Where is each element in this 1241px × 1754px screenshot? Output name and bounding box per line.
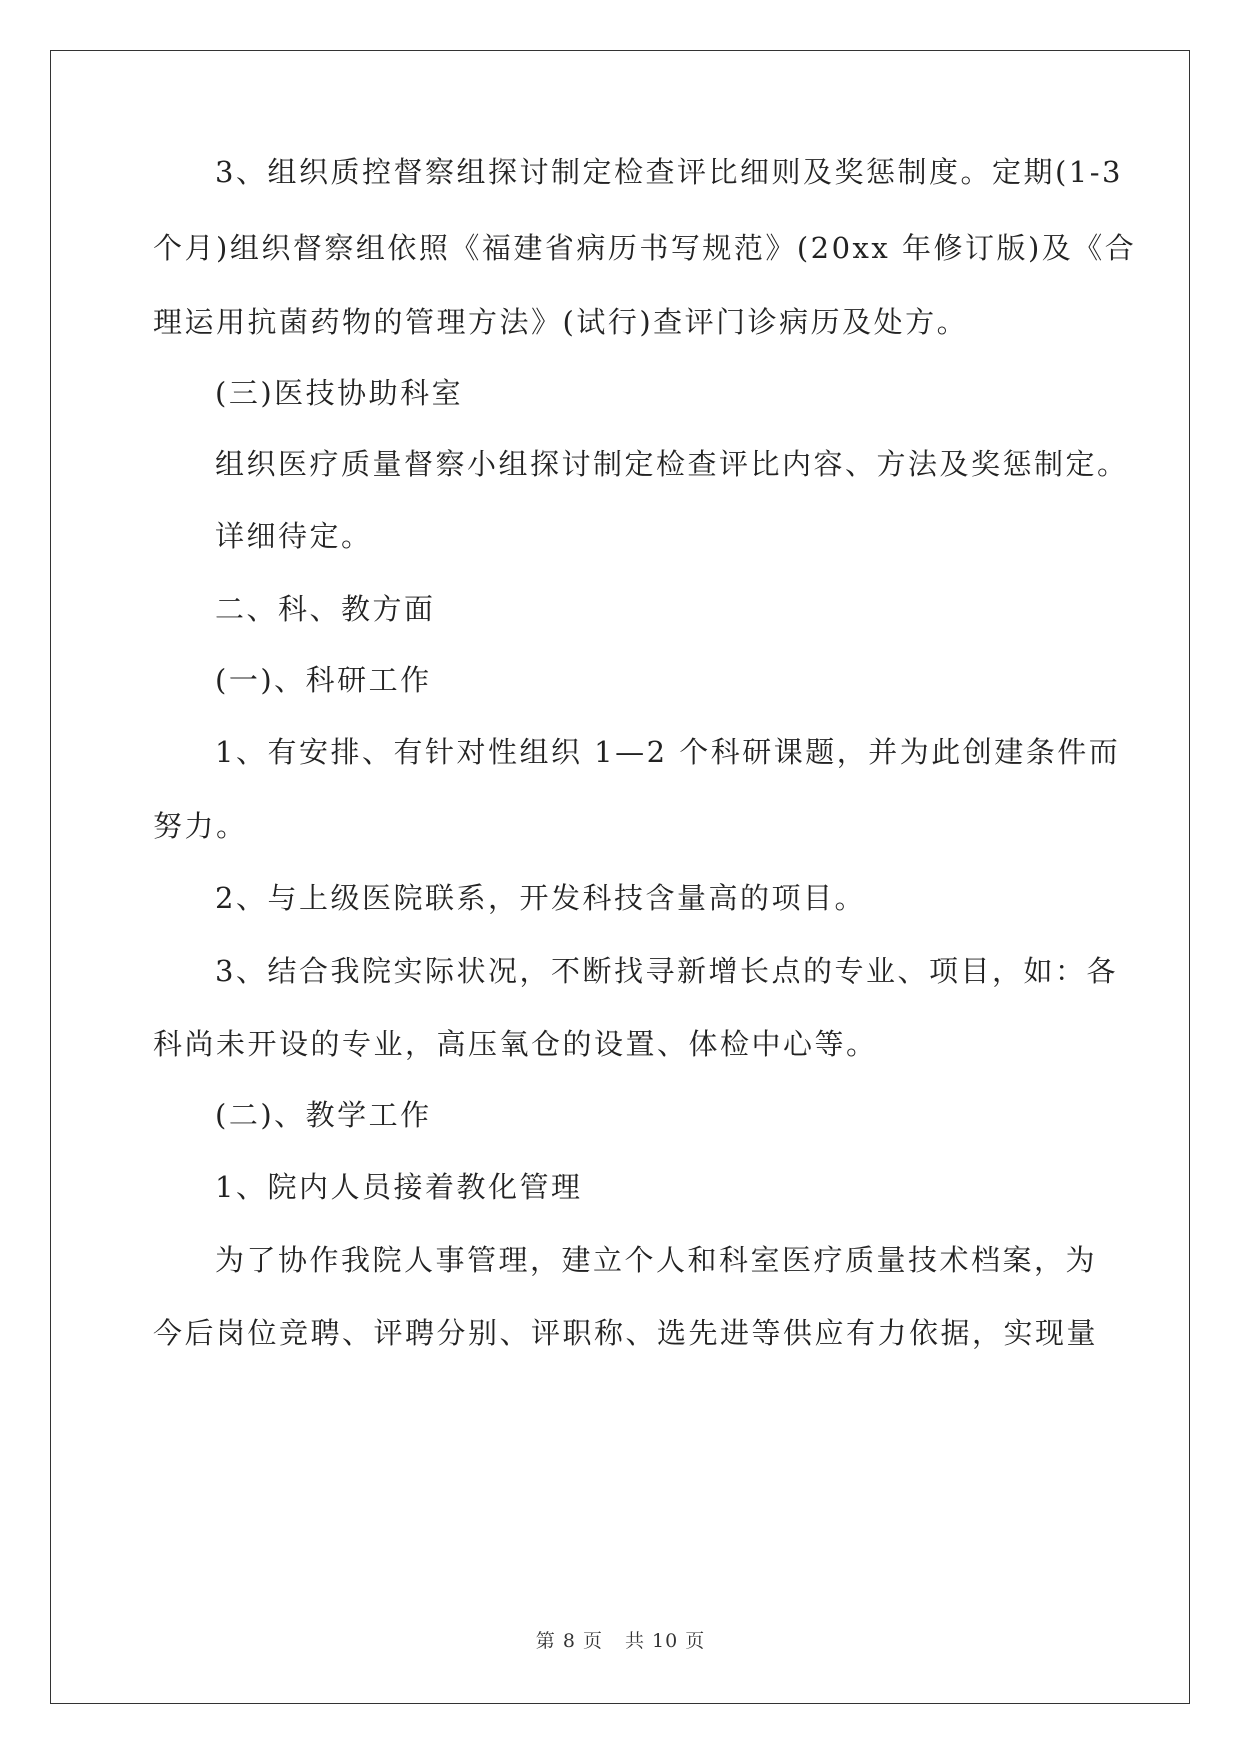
paragraph-line: 今后岗位竞聘、评聘分别、评职称、选先进等供应有力依据，实现量	[153, 1316, 1099, 1350]
paragraph-line: 2、与上级医院联系，开发科技含量高的项目。	[215, 881, 866, 915]
paragraph-line: 个月)组织督察组依照《福建省病历书写规范》(20xx 年修订版)及《合	[153, 231, 1137, 265]
paragraph-line: 理运用抗菌药物的管理方法》(试行)查评门诊病历及处方。	[153, 305, 969, 339]
page-footer	[0, 1626, 1241, 1653]
paragraph-line: 组织医疗质量督察小组探讨制定检查评比内容、方法及奖惩制定。	[215, 447, 1129, 481]
paragraph-line: 努力。	[153, 809, 248, 843]
page-total: 共 10 页	[624, 1630, 706, 1652]
paragraph-line: 3、组织质控督察组探讨制定检查评比细则及奖惩制度。定期(1-3	[215, 155, 1123, 189]
page-number: 第 8 页	[535, 1630, 603, 1652]
paragraph-line: 科尚未开设的专业，高压氧仓的设置、体检中心等。	[153, 1027, 878, 1061]
section-heading: 二、科、教方面	[215, 592, 436, 626]
paragraph-line: 为了协作我院人事管理，建立个人和科室医疗质量技术档案，为	[215, 1243, 1098, 1277]
page-border	[50, 50, 1190, 1704]
paragraph-line: 详细待定。	[215, 519, 373, 553]
section-heading: (三)医技协助科室	[215, 376, 464, 410]
section-heading: 1、院内人员接着教化管理	[215, 1170, 583, 1204]
paragraph-line: 3、结合我院实际状况，不断找寻新增长点的专业、项目，如：各	[215, 954, 1118, 988]
section-heading: (一)、科研工作	[215, 663, 432, 697]
paragraph-line: 1、有安排、有针对性组织 1—2 个科研课题，并为此创建条件而	[215, 735, 1121, 769]
section-heading: (二)、教学工作	[215, 1098, 432, 1132]
